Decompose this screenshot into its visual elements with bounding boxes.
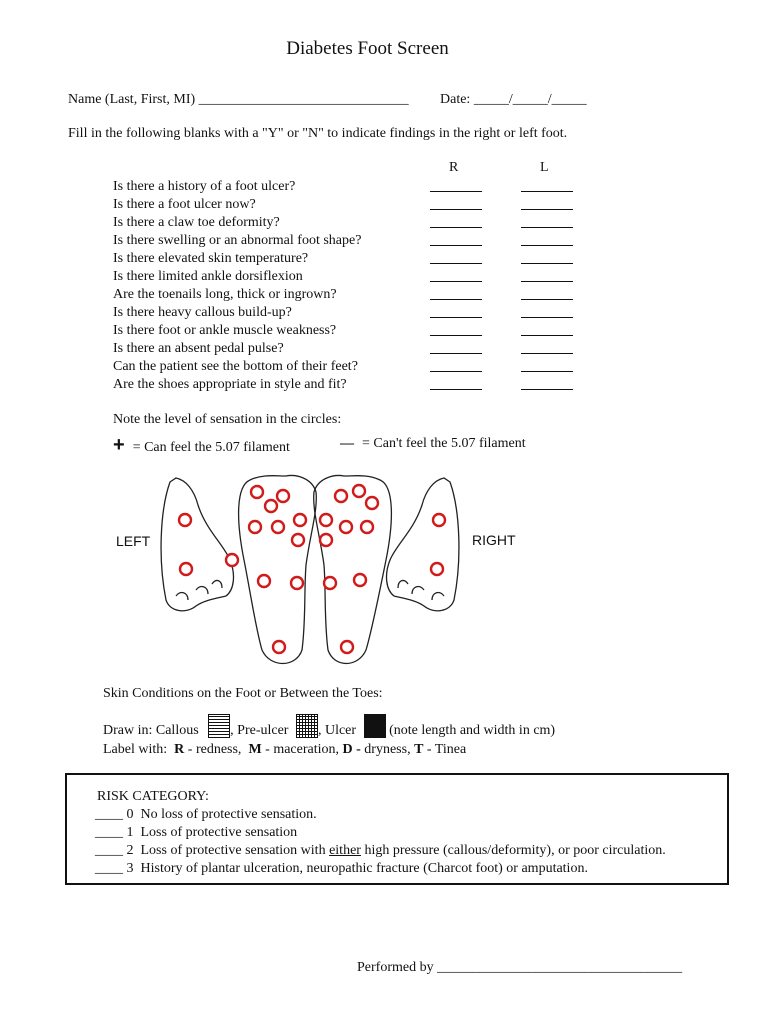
question-text: Is there heavy callous build-up? bbox=[113, 305, 292, 320]
answer-blank-left[interactable] bbox=[521, 281, 573, 282]
answer-blank-left[interactable] bbox=[521, 191, 573, 192]
code-d: D - bbox=[342, 742, 361, 757]
risk-item[interactable]: ____ 0 No loss of protective sensation. bbox=[95, 807, 317, 822]
column-header-right: R bbox=[449, 160, 459, 175]
minus-text: = Can't feel the 5.07 filament bbox=[362, 436, 526, 451]
sensation-circle[interactable] bbox=[179, 514, 191, 526]
risk-heading: RISK CATEGORY: bbox=[97, 789, 209, 804]
sensation-legend-plus bbox=[113, 434, 290, 457]
left-label: LEFT bbox=[116, 533, 151, 549]
sensation-circle[interactable] bbox=[335, 490, 347, 502]
label-with: Label with: bbox=[103, 742, 168, 757]
plus-text: = Can feel the 5.07 filament bbox=[132, 440, 290, 455]
sensation-legend-minus bbox=[340, 434, 526, 452]
question-text: Is there a foot ulcer now? bbox=[113, 197, 256, 212]
sensation-circle[interactable] bbox=[265, 500, 277, 512]
ulcer-label: , Ulcer bbox=[317, 723, 357, 738]
code-t: T bbox=[414, 742, 424, 757]
pre-ulcer-swatch-icon bbox=[296, 714, 318, 738]
answer-blank-left[interactable] bbox=[521, 245, 573, 246]
sensation-circle[interactable] bbox=[180, 563, 192, 575]
answer-blank-right[interactable] bbox=[430, 263, 482, 264]
question-text: Is there elevated skin temperature? bbox=[113, 251, 309, 266]
question-text: Are the shoes appropriate in style and fit? bbox=[113, 377, 347, 392]
sensation-circle[interactable] bbox=[320, 514, 332, 526]
code-r: R bbox=[174, 742, 185, 757]
sensation-circle[interactable] bbox=[249, 521, 261, 533]
answer-blank-right[interactable] bbox=[430, 191, 482, 192]
answer-blank-right[interactable] bbox=[430, 335, 482, 336]
sensation-circle[interactable] bbox=[258, 575, 270, 587]
skin-label-with-line bbox=[103, 742, 466, 758]
right-foot-sole-outline bbox=[314, 476, 392, 664]
plus-symbol: + bbox=[113, 434, 125, 456]
sensation-circle[interactable] bbox=[361, 521, 373, 533]
foot-diagram bbox=[0, 470, 770, 670]
answer-blank-right[interactable] bbox=[430, 299, 482, 300]
sensation-circle[interactable] bbox=[431, 563, 443, 575]
performed-by-field[interactable]: Performed by ___________________________________ bbox=[357, 960, 683, 975]
sensation-circle[interactable] bbox=[320, 534, 332, 546]
foot-outlines bbox=[161, 476, 459, 664]
answer-blank-left[interactable] bbox=[521, 371, 573, 372]
answer-blank-right[interactable] bbox=[430, 245, 482, 246]
ulcer-swatch-icon bbox=[364, 714, 386, 738]
column-header-left: L bbox=[540, 160, 549, 175]
answer-blank-left[interactable] bbox=[521, 389, 573, 390]
code-t-text: - Tinea bbox=[426, 742, 467, 757]
sensation-circles bbox=[179, 485, 445, 653]
code-m-text: - maceration, bbox=[265, 742, 340, 757]
sensation-circle[interactable] bbox=[294, 514, 306, 526]
sensation-circle[interactable] bbox=[340, 521, 352, 533]
skin-draw-in-line bbox=[103, 714, 555, 739]
sensation-circle[interactable] bbox=[353, 485, 365, 497]
right-label: RIGHT bbox=[472, 532, 516, 548]
sensation-circle[interactable] bbox=[433, 514, 445, 526]
name-field-label[interactable]: Name (Last, First, MI) ______________________________ bbox=[68, 92, 409, 107]
question-text: Is there a claw toe deformity? bbox=[113, 215, 280, 230]
sensation-circle[interactable] bbox=[251, 486, 263, 498]
risk-item[interactable]: ____ 2 Loss of protective sensation with either high pressure (callous/deformity), or poor circulation. bbox=[95, 843, 666, 858]
sensation-circle[interactable] bbox=[354, 574, 366, 586]
size-note: (note length and width in cm) bbox=[389, 723, 556, 738]
answer-blank-right[interactable] bbox=[430, 227, 482, 228]
answer-blank-right[interactable] bbox=[430, 209, 482, 210]
answer-blank-left[interactable] bbox=[521, 353, 573, 354]
risk-item[interactable]: ____ 1 Loss of protective sensation bbox=[95, 825, 298, 840]
pre-ulcer-label: , Pre-ulcer bbox=[230, 723, 289, 738]
page-title: Diabetes Foot Screen bbox=[286, 38, 449, 59]
answer-blank-right[interactable] bbox=[430, 389, 482, 390]
sensation-circle[interactable] bbox=[273, 641, 285, 653]
answer-blank-left[interactable] bbox=[521, 263, 573, 264]
minus-symbol: — bbox=[340, 436, 354, 451]
code-r-text: - redness, bbox=[187, 742, 242, 757]
sensation-circle[interactable] bbox=[341, 641, 353, 653]
sensation-circle[interactable] bbox=[272, 521, 284, 533]
question-text: Is there swelling or an abnormal foot shape? bbox=[113, 233, 362, 248]
sensation-note: Note the level of sensation in the circles: bbox=[113, 412, 342, 427]
sensation-circle[interactable] bbox=[291, 577, 303, 589]
sensation-circle[interactable] bbox=[277, 490, 289, 502]
left-foot-side-outline bbox=[161, 478, 233, 611]
risk-item[interactable]: ____ 3 History of plantar ulceration, neuropathic fracture (Charcot foot) or amputation. bbox=[95, 861, 588, 876]
answer-blank-right[interactable] bbox=[430, 353, 482, 354]
date-field-label[interactable]: Date: _____/_____/_____ bbox=[440, 92, 587, 107]
question-text: Is there limited ankle dorsiflexion bbox=[113, 269, 303, 284]
answer-blank-left[interactable] bbox=[521, 299, 573, 300]
question-text: Can the patient see the bottom of their feet? bbox=[113, 359, 358, 374]
right-foot-side-outline bbox=[387, 478, 459, 611]
sensation-circle[interactable] bbox=[366, 497, 378, 509]
sensation-circle[interactable] bbox=[292, 534, 304, 546]
answer-blank-right[interactable] bbox=[430, 281, 482, 282]
sensation-circle[interactable] bbox=[324, 577, 336, 589]
question-text: Is there foot or ankle muscle weakness? bbox=[113, 323, 337, 338]
question-text: Is there an absent pedal pulse? bbox=[113, 341, 284, 356]
sensation-circle[interactable] bbox=[226, 554, 238, 566]
code-d-text: dryness, bbox=[364, 742, 411, 757]
answer-blank-left[interactable] bbox=[521, 209, 573, 210]
answer-blank-right[interactable] bbox=[430, 317, 482, 318]
answer-blank-right[interactable] bbox=[430, 371, 482, 372]
question-text: Is there a history of a foot ulcer? bbox=[113, 179, 296, 194]
answer-blank-left[interactable] bbox=[521, 227, 573, 228]
draw-in-label: Draw in: Callous bbox=[103, 723, 199, 738]
callous-swatch-icon bbox=[208, 714, 230, 738]
answer-blank-left[interactable] bbox=[521, 317, 573, 318]
question-text: Are the toenails long, thick or ingrown? bbox=[113, 287, 337, 302]
code-m: M bbox=[248, 742, 262, 757]
skin-conditions-heading: Skin Conditions on the Foot or Between the Toes: bbox=[103, 686, 383, 701]
instructions: Fill in the following blanks with a "Y" or "N" to indicate findings in the right or left foot. bbox=[68, 126, 568, 141]
answer-blank-left[interactable] bbox=[521, 335, 573, 336]
